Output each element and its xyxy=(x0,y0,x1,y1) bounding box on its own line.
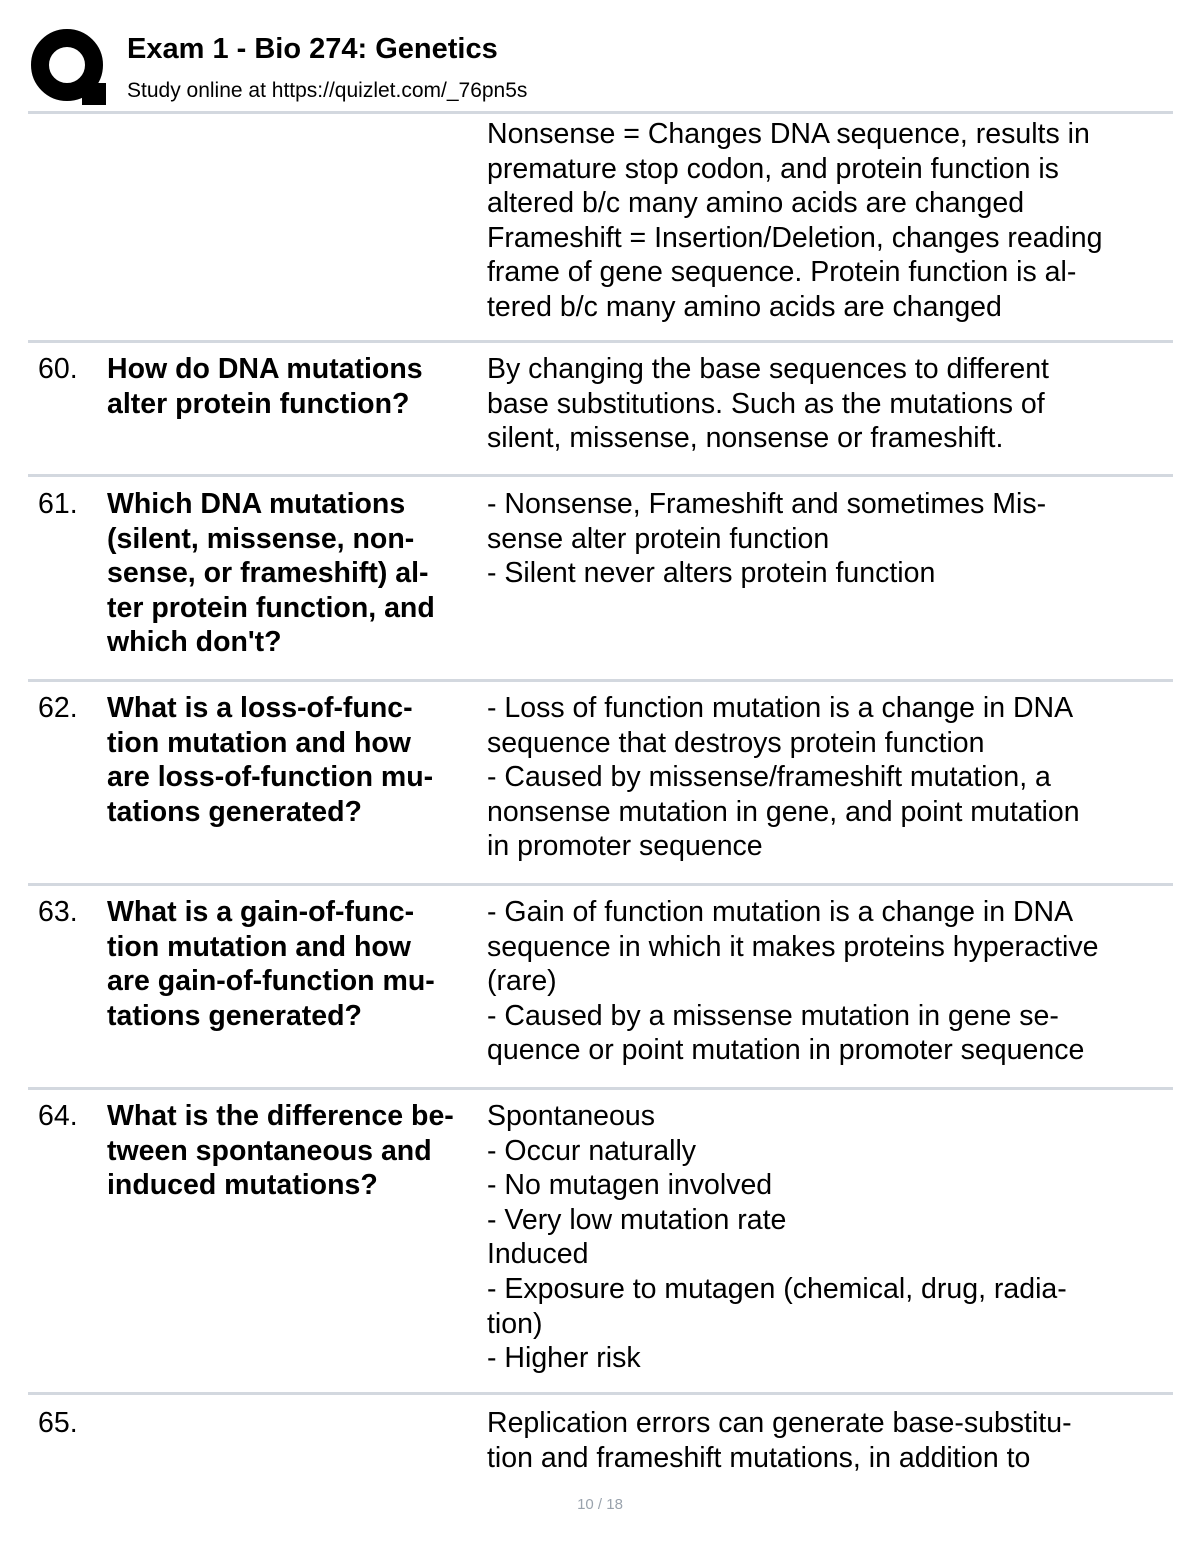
answer-line: tion) xyxy=(487,1307,543,1340)
answer-line: frame of gene sequence. Protein function is al- xyxy=(487,256,1077,289)
card-question xyxy=(107,352,423,421)
answer-line: - Silent never alters protein function xyxy=(487,557,936,590)
card-question xyxy=(107,691,433,829)
question-line: What is the difference be- xyxy=(107,1100,454,1132)
row-divider xyxy=(28,679,1173,682)
card-answer xyxy=(487,487,1046,591)
answer-line: - No mutagen involved xyxy=(487,1169,773,1202)
question-line: Which DNA mutations xyxy=(107,488,406,520)
quizlet-q-logo xyxy=(30,27,106,105)
card-number: 60. xyxy=(38,353,78,385)
question-line: What is a loss-of-func- xyxy=(107,692,413,724)
answer-line: silent, missense, nonsense or frameshift. xyxy=(487,422,1004,455)
card-answer xyxy=(487,117,1102,325)
answer-line: - Caused by missense/frameshift mutation, a xyxy=(487,761,1051,794)
row-divider xyxy=(28,474,1173,477)
question-line: (silent, missense, non- xyxy=(107,522,415,555)
answer-line: - Higher risk xyxy=(487,1342,641,1375)
question-line: alter protein function? xyxy=(107,387,410,420)
page-number: 10 / 18 xyxy=(577,1496,623,1513)
answer-line: By changing the base sequences to different xyxy=(487,353,1049,385)
card-question xyxy=(107,895,435,1033)
question-line: which don't? xyxy=(107,626,282,659)
card-answer xyxy=(487,1099,1067,1376)
answer-line: Spontaneous xyxy=(487,1100,655,1132)
question-line: How do DNA mutations xyxy=(107,353,423,385)
answer-line: sense alter protein function xyxy=(487,522,830,555)
page-title: Exam 1 - Bio 274: Genetics xyxy=(127,33,498,65)
row-divider xyxy=(28,340,1173,343)
answer-line: - Exposure to mutagen (chemical, drug, radia- xyxy=(487,1272,1067,1305)
answer-line: Replication errors can generate base-substitu- xyxy=(487,1407,1072,1439)
card-question xyxy=(107,1099,454,1203)
question-line: tations generated? xyxy=(107,999,362,1032)
answer-line: - Nonsense, Frameshift and sometimes Mis- xyxy=(487,488,1047,520)
card-question xyxy=(107,487,435,660)
answer-line: nonsense mutation in gene, and point mutation xyxy=(487,795,1080,828)
card-number: 64. xyxy=(38,1100,78,1132)
answer-line: tered b/c many amino acids are changed xyxy=(487,290,1002,323)
answer-line: sequence that destroys protein function xyxy=(487,726,985,759)
question-line: are loss-of-function mu- xyxy=(107,761,434,794)
row-divider xyxy=(28,883,1173,886)
question-line: sense, or frameshift) al- xyxy=(107,557,429,590)
answer-line: Frameshift = Insertion/Deletion, changes reading xyxy=(487,221,1103,254)
answer-line: tion and frameshift mutations, in addition to xyxy=(487,1441,1031,1474)
answer-line: altered b/c many amino acids are changed xyxy=(487,187,1025,220)
row-divider xyxy=(28,111,1173,114)
card-answer xyxy=(487,691,1080,864)
answer-line: Nonsense = Changes DNA sequence, results in xyxy=(487,118,1090,150)
card-number: 61. xyxy=(38,488,78,520)
question-line: induced mutations? xyxy=(107,1169,378,1202)
card-answer xyxy=(487,1406,1072,1475)
card-number: 63. xyxy=(38,896,78,928)
answer-line: Induced xyxy=(487,1238,589,1271)
question-line: ter protein function, and xyxy=(107,591,435,624)
question-line: are gain-of-function mu- xyxy=(107,965,435,998)
answer-line: - Gain of function mutation is a change in DNA xyxy=(487,896,1074,928)
question-line: tion mutation and how xyxy=(107,726,411,759)
card-number: 62. xyxy=(38,692,78,724)
page-header xyxy=(0,0,1200,112)
study-online-link[interactable]: Study online at https://quizlet.com/_76pn5s xyxy=(127,79,528,102)
answer-line: quence or point mutation in promoter sequence xyxy=(487,1034,1085,1067)
answer-line: (rare) xyxy=(487,965,557,998)
row-divider xyxy=(28,1392,1173,1395)
row-divider xyxy=(28,1087,1173,1090)
question-line: tween spontaneous and xyxy=(107,1134,432,1167)
answer-line: premature stop codon, and protein function is xyxy=(487,152,1059,185)
question-line: tion mutation and how xyxy=(107,930,411,963)
answer-line: base substitutions. Such as the mutations of xyxy=(487,387,1045,420)
question-line: tations generated? xyxy=(107,795,362,828)
answer-line: in promoter sequence xyxy=(487,830,763,863)
card-answer xyxy=(487,352,1049,456)
question-line: What is a gain-of-func- xyxy=(107,896,415,928)
answer-line: - Caused by a missense mutation in gene se- xyxy=(487,999,1059,1032)
card-number: 65. xyxy=(38,1407,78,1439)
answer-line: sequence in which it makes proteins hyperactive xyxy=(487,930,1099,963)
answer-line: - Loss of function mutation is a change in DNA xyxy=(487,692,1074,724)
answer-line: - Very low mutation rate xyxy=(487,1203,787,1236)
answer-line: - Occur naturally xyxy=(487,1134,697,1167)
card-answer xyxy=(487,895,1098,1068)
